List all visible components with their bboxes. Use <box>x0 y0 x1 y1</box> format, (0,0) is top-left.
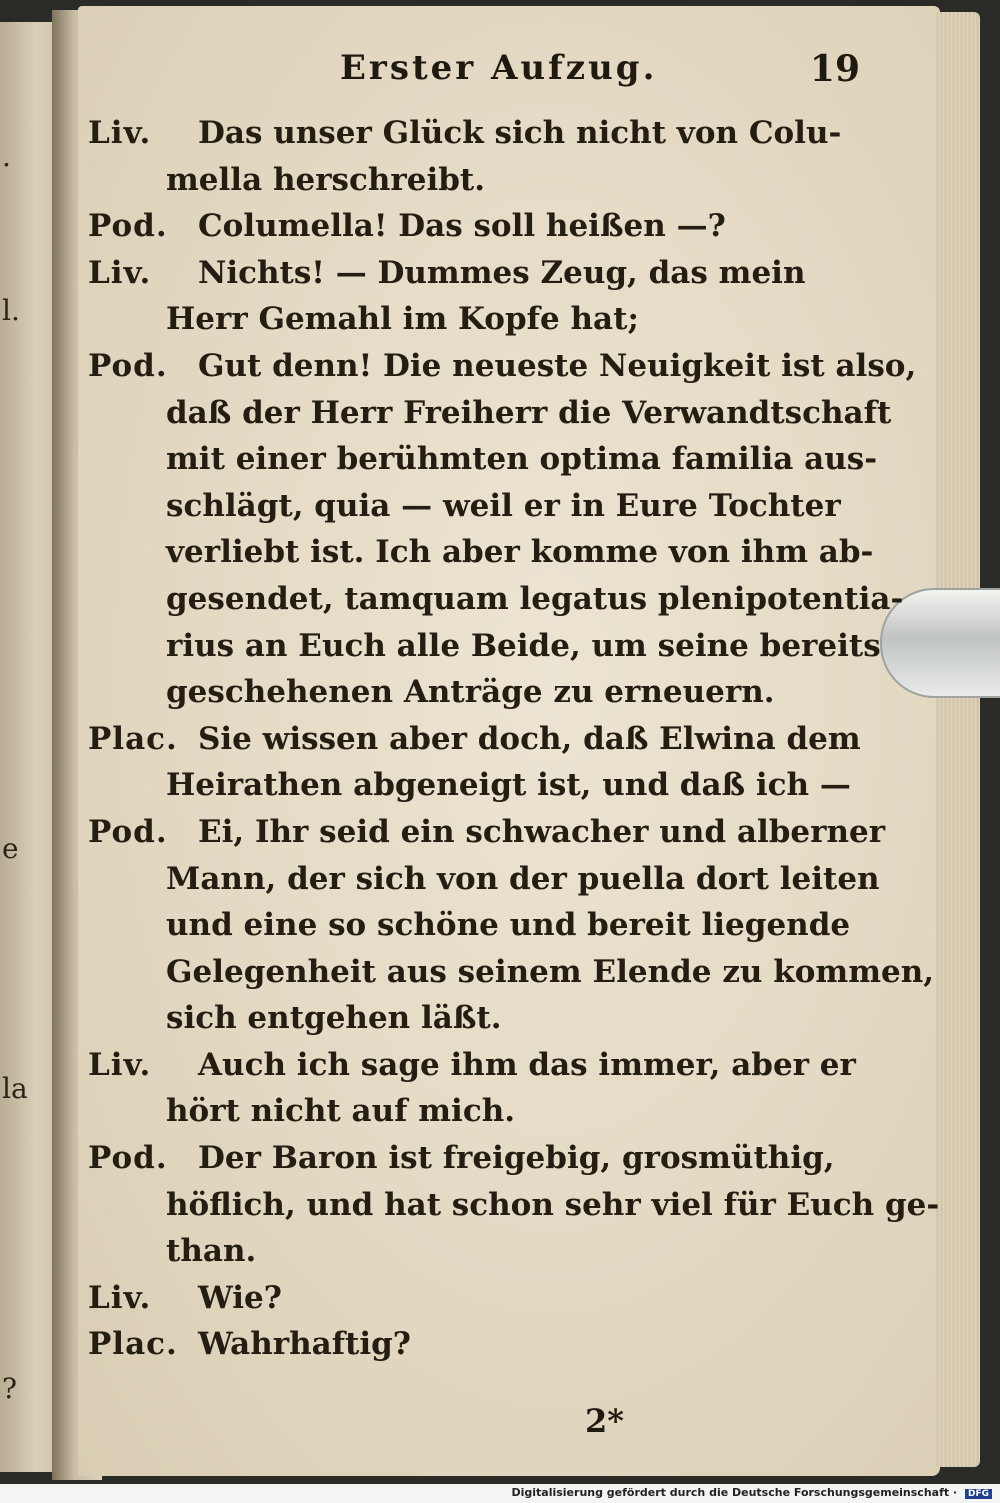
text-line <box>88 1182 940 1229</box>
text-line <box>88 1135 848 1182</box>
line-text: Das unser Glück sich nicht von Colu- <box>198 115 842 151</box>
left-page-fragment: la <box>2 1072 28 1105</box>
digitization-footer <box>511 1486 992 1499</box>
line-text: Sie wissen aber doch, daß Elwina dem <box>198 720 861 757</box>
text-line <box>88 390 892 437</box>
text-line <box>88 995 848 1042</box>
text-line <box>88 157 848 204</box>
footer-text: Digitalisierung gefördert durch die Deutsche Forschungsgemeinschaft · <box>511 1486 958 1499</box>
line-text: rius an Euch alle Beide, um seine bereits <box>166 627 881 664</box>
left-page-fragment: ? <box>2 1372 18 1405</box>
text-line <box>88 296 848 343</box>
line-text: Wahrhaftig? <box>198 1326 411 1363</box>
line-text: Der Baron ist freigebig, grosmüthig, <box>198 1140 835 1177</box>
text-line <box>88 1042 856 1089</box>
signature-mark: 2* <box>585 1402 624 1440</box>
text-line <box>88 1321 848 1368</box>
left-page-fragment: l. <box>2 294 20 327</box>
speaker-name: Pod. <box>88 347 168 384</box>
text-line <box>88 1088 848 1135</box>
text-line <box>88 529 874 576</box>
line-text: daß der Herr Freiherr die Verwandtschaft <box>166 394 892 431</box>
left-page-fragment: e <box>2 832 19 865</box>
line-text: mella herschreibt. <box>166 161 486 198</box>
text-line <box>88 576 904 623</box>
text-line <box>88 902 851 949</box>
speaker-name: Pod. <box>88 1140 168 1177</box>
speaker-name: Liv. <box>88 1046 152 1083</box>
text-line <box>88 762 851 809</box>
line-text: geschehenen Anträge zu erneuern. <box>166 674 775 711</box>
text-line <box>88 483 848 530</box>
text-line <box>88 1275 848 1322</box>
page-number: 19 <box>809 48 860 90</box>
text-line <box>88 623 881 670</box>
dfg-logo: DFG <box>965 1489 992 1499</box>
page-text <box>88 110 940 1368</box>
line-text: verliebt ist. Ich aber komme von ihm ab- <box>166 534 874 571</box>
page-edges <box>936 12 980 1467</box>
text-line <box>88 949 935 996</box>
line-text: schlägt, quia — weil er in Eure Tochter <box>166 487 841 524</box>
speaker-name: Liv. <box>88 254 152 291</box>
line-text: Nichts! — Dummes Zeug, das mein <box>198 254 806 291</box>
left-page-edge <box>0 22 60 1472</box>
text-line <box>88 716 861 763</box>
text-line <box>88 343 917 390</box>
line-text: Auch ich sage ihm das immer, aber er <box>198 1046 856 1083</box>
line-text: und eine so schöne und bereit liegende <box>166 907 851 944</box>
running-head: Erster Aufzug. <box>340 48 658 88</box>
line-text: mit einer berühmten optima familia aus- <box>166 441 878 478</box>
line-text: Heirathen abgeneigt ist, und daß ich — <box>166 767 851 804</box>
text-line <box>88 669 848 716</box>
text-line <box>88 110 848 157</box>
text-line <box>88 856 880 903</box>
line-text: Ei, Ihr seid ein schwacher und alberner <box>198 813 886 850</box>
line-text: Columella! Das soll heißen —? <box>198 208 726 245</box>
page-header <box>340 48 860 98</box>
speaker-name: Plac. <box>88 720 178 757</box>
text-line <box>88 203 848 250</box>
line-text: than. <box>166 1233 257 1270</box>
text-line <box>88 1228 848 1275</box>
speaker-name: Liv. <box>88 1279 152 1316</box>
line-text: Gut denn! Die neueste Neuigkeit ist also, <box>198 347 917 384</box>
line-text: Gelegenheit aus seinem Elende zu kommen, <box>166 953 935 990</box>
text-line <box>88 809 886 856</box>
speaker-name: Plac. <box>88 1326 178 1363</box>
speaker-name: Pod. <box>88 208 168 245</box>
speaker-name: Liv. <box>88 115 152 151</box>
line-text: hört nicht auf mich. <box>166 1093 516 1130</box>
speaker-name: Pod. <box>88 813 168 850</box>
line-text: gesendet, tamquam legatus plenipotentia- <box>166 580 904 617</box>
line-text: Herr Gemahl im Kopfe hat; <box>166 301 639 338</box>
line-text: Wie? <box>198 1279 282 1316</box>
left-page-fragment: . <box>2 140 11 173</box>
text-line <box>88 436 878 483</box>
line-text: sich entgehen läßt. <box>166 1000 502 1037</box>
text-line <box>88 250 848 297</box>
line-text: höflich, und hat schon sehr viel für Euch ge- <box>166 1186 940 1223</box>
line-text: Mann, der sich von der puella dort leiten <box>166 860 880 897</box>
